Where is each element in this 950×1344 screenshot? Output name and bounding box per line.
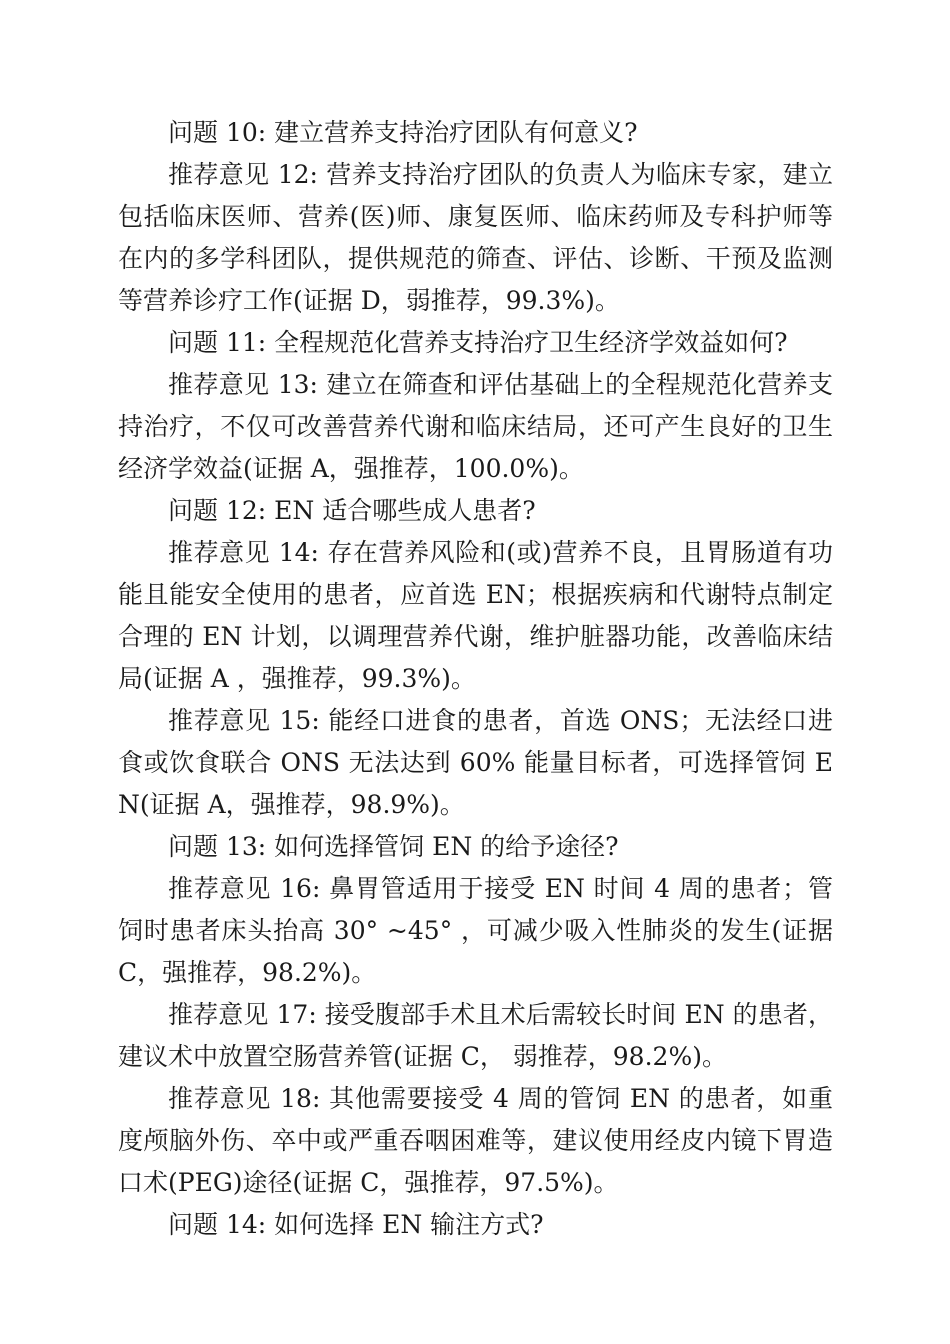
question-13: 问题 13: 如何选择管饲 EN 的给予途径?	[168, 832, 619, 861]
question-12: 问题 12: EN 适合哪些成人患者?	[168, 496, 536, 525]
recommendation-12: 推荐意见 12: 营养支持治疗团队的负责人为临床专家，建立包括临床医师、营养(医)师、康复医师、临床药师及专科护师等在内的多学科团队，提供规范的筛查、评估、诊断、干预及监测等营养诊疗工作(证据 D，弱推荐，99.3%)。	[118, 160, 833, 315]
document-page	[118, 112, 833, 1246]
recommendation-13: 推荐意见 13: 建立在筛查和评估基础上的全程规范化营养支持治疗，不仅可改善营养代谢和临床结局，还可产生良好的卫生经济学效益(证据 A，强推荐，100.0%)。	[118, 370, 833, 483]
question-10: 问题 10: 建立营养支持治疗团队有何意义?	[168, 118, 638, 147]
recommendation-14: 推荐意见 14: 存在营养风险和(或)营养不良，且胃肠道有功能且能安全使用的患者，应首选 EN；根据疾病和代谢特点制定合理的 EN 计划，以调理营养代谢，维护脏器功能，改善临床结局(证据 A ，强推荐，99.3%)。	[118, 538, 833, 693]
question-11: 问题 11: 全程规范化营养支持治疗卫生经济学效益如何?	[168, 328, 788, 357]
recommendation-16: 推荐意见 16: 鼻胃管适用于接受 EN 时间 4 周的患者；管饲时患者床头抬高 30° ~45° ，可减少吸入性肺炎的发生(证据 C，强推荐，98.2%)。	[118, 874, 833, 987]
question-14: 问题 14: 如何选择 EN 输注方式?	[168, 1210, 544, 1239]
recommendation-17: 推荐意见 17: 接受腹部手术且术后需较长时间 EN 的患者，建议术中放置空肠营养管(证据 C， 弱推荐，98.2%)。	[118, 1000, 833, 1071]
recommendation-18: 推荐意见 18: 其他需要接受 4 周的管饲 EN 的患者，如重度颅脑外伤、卒中或严重吞咽困难等，建议使用经皮内镜下胃造口术(PEG)途径(证据 C，强推荐，97.5%)。	[118, 1084, 833, 1197]
recommendation-15: 推荐意见 15: 能经口进食的患者，首选 ONS；无法经口进食或饮食联合 ONS 无法达到 60% 能量目标者，可选择管饲 EN(证据 A，强推荐，98.9%)。	[118, 706, 833, 819]
